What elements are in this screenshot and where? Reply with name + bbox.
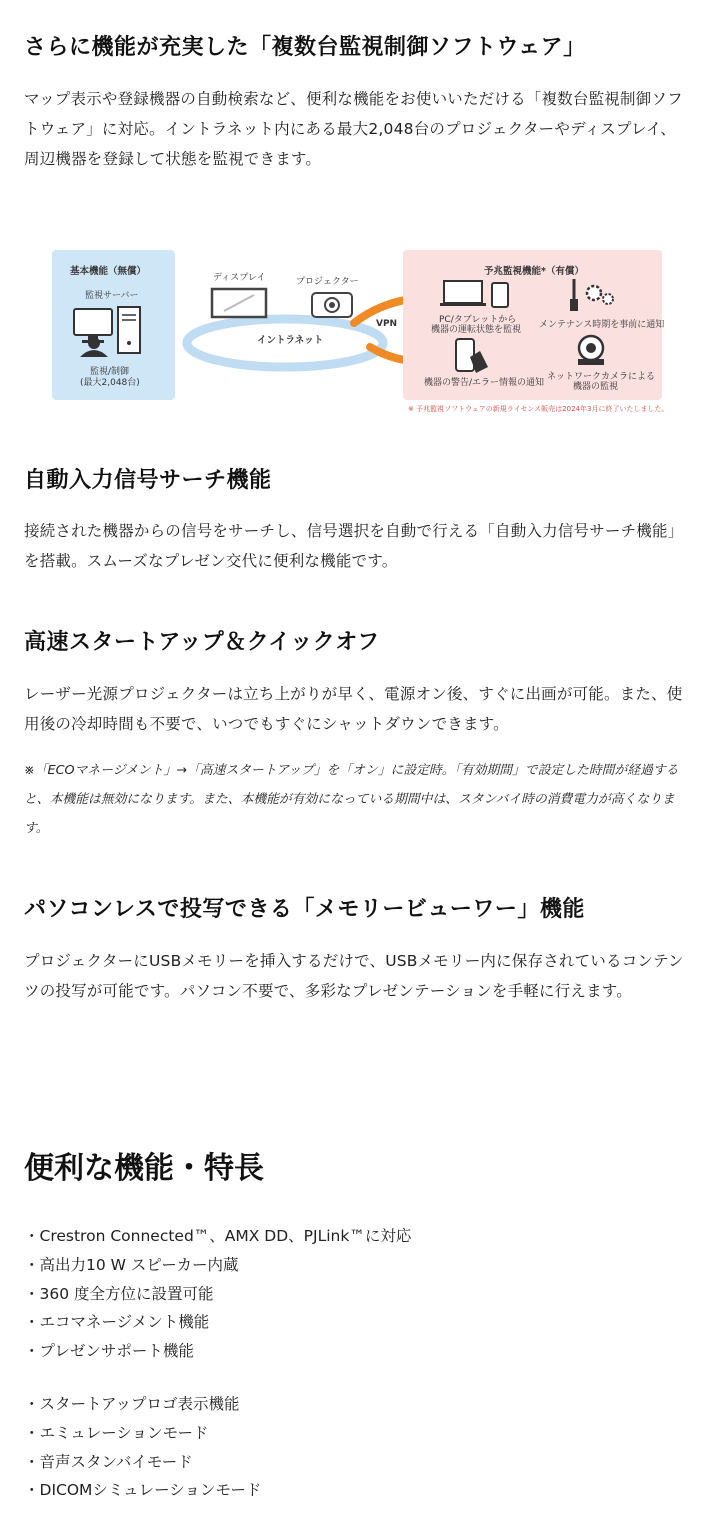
section-body-quick-startup: レーザー光源プロジェクターは立ち上がりが早く、電源オン後、すぐに出画が可能。また、使用後の冷却時間も不要で、いつでもすぐにシャットダウンできます。 — [24, 685, 683, 733]
camera-label-2: 機器の監視 — [573, 382, 619, 392]
features-heading: 便利な機能・特長 — [24, 1151, 264, 1186]
monitoring-diagram — [50, 249, 669, 417]
alert-label: 機器の警告/エラー情報の通知 — [424, 378, 545, 388]
display-icon — [210, 287, 268, 321]
pc-tablet-label-1: PC/タブレットから — [439, 315, 517, 325]
projector-label: プロジェクター — [296, 277, 359, 287]
pc-tablet-icon — [440, 279, 512, 309]
section-heading-input-search: 自動入力信号サーチ機能 — [24, 468, 272, 493]
list-item: ・ Crestron Connected™、AMX DD、PJLink™に対応 — [24, 1222, 411, 1251]
pc-tablet-label-2: 機器の運転状態を監視 — [431, 325, 522, 335]
camera-label-1: ネットワークカメラによる — [547, 372, 656, 382]
maintenance-label: メンテナンス時期を事前に通知 — [539, 320, 665, 330]
maintenance-tools-icon — [562, 277, 622, 313]
max-units-label: (最大2,048台) — [80, 378, 140, 388]
list-item: ・ エコマネージメント機能 — [24, 1308, 411, 1337]
list-item: ・ 音声スタンバイモード — [24, 1448, 261, 1477]
section-note-quick-startup: ※「ECOマネージメント」→「高速スタートアップ」を「オン」に設定時。「有効期間」で設定した時間が経過すると、本機能は無効になります。また、本機能が有効になっている期間中は、スタンバイ時の消費電力が高くなります。 — [24, 763, 679, 836]
section-body-software: マップ表示や登録機器の自動検索など、便利な機能をお使いいただける「複数台監視制御ソフトウェア」に対応。イントラネット内にある最大2,048台のプロジェクターやディスプレイ、周辺機器を登録して状態を監視できます。 — [24, 90, 683, 168]
features-list-1 — [24, 1222, 411, 1366]
monitor-control-label: 監視/制御 — [90, 367, 130, 377]
server-pc-icon — [72, 305, 152, 357]
list-item: ・ 高出力10 W スピーカー内蔵 — [24, 1251, 411, 1280]
vpn-label: VPN — [376, 319, 398, 329]
display-label: ディスプレイ — [213, 273, 266, 283]
smartphone-alert-icon — [452, 337, 492, 375]
section-body-input-search: 接続された機器からの信号をサーチし、信号選択を自動で行える「自動入力信号サーチ機能」を搭載。スムーズなプレゼン交代に便利な機能です。 — [24, 522, 684, 570]
section-body-memory-viewer: プロジェクターにUSBメモリーを挿入するだけで、USBメモリー内に保存されているコンテンツの投写が可能です。パソコン不要で、多彩なプレゼンテーションを手軽に行えます。 — [24, 952, 684, 1000]
list-item: ・ 360 度全方位に設置可能 — [24, 1280, 411, 1309]
network-camera-icon — [574, 333, 608, 367]
diagram-footnote: ※ 予兆監視ソフトウェアの新規ライセンス販売は2024年3月に終了いたしました。 — [408, 405, 669, 413]
list-item: ・ プレゼンサポート機能 — [24, 1337, 411, 1366]
list-item: ・ スタートアップロゴ表示機能 — [24, 1390, 261, 1419]
premium-function-title: 予兆監視機能*（有償） — [484, 266, 584, 277]
section-heading-quick-startup: 高速スタートアップ＆クイックオフ — [24, 630, 380, 655]
list-item: ・ DICOMシミュレーションモード — [24, 1476, 261, 1505]
list-item: ・ エミュレーションモード — [24, 1419, 261, 1448]
section-heading-software: さらに機能が充実した「複数台監視制御ソフトウェア」 — [24, 35, 586, 60]
monitor-server-label: 監視サーバー — [85, 291, 139, 301]
section-heading-memory-viewer: パソコンレスで投写できる「メモリービューワー」機能 — [24, 897, 585, 922]
basic-function-title: 基本機能（無償） — [70, 266, 147, 277]
projector-icon — [310, 291, 354, 319]
intranet-label: イントラネット — [257, 335, 324, 346]
features-list-2 — [24, 1390, 261, 1505]
